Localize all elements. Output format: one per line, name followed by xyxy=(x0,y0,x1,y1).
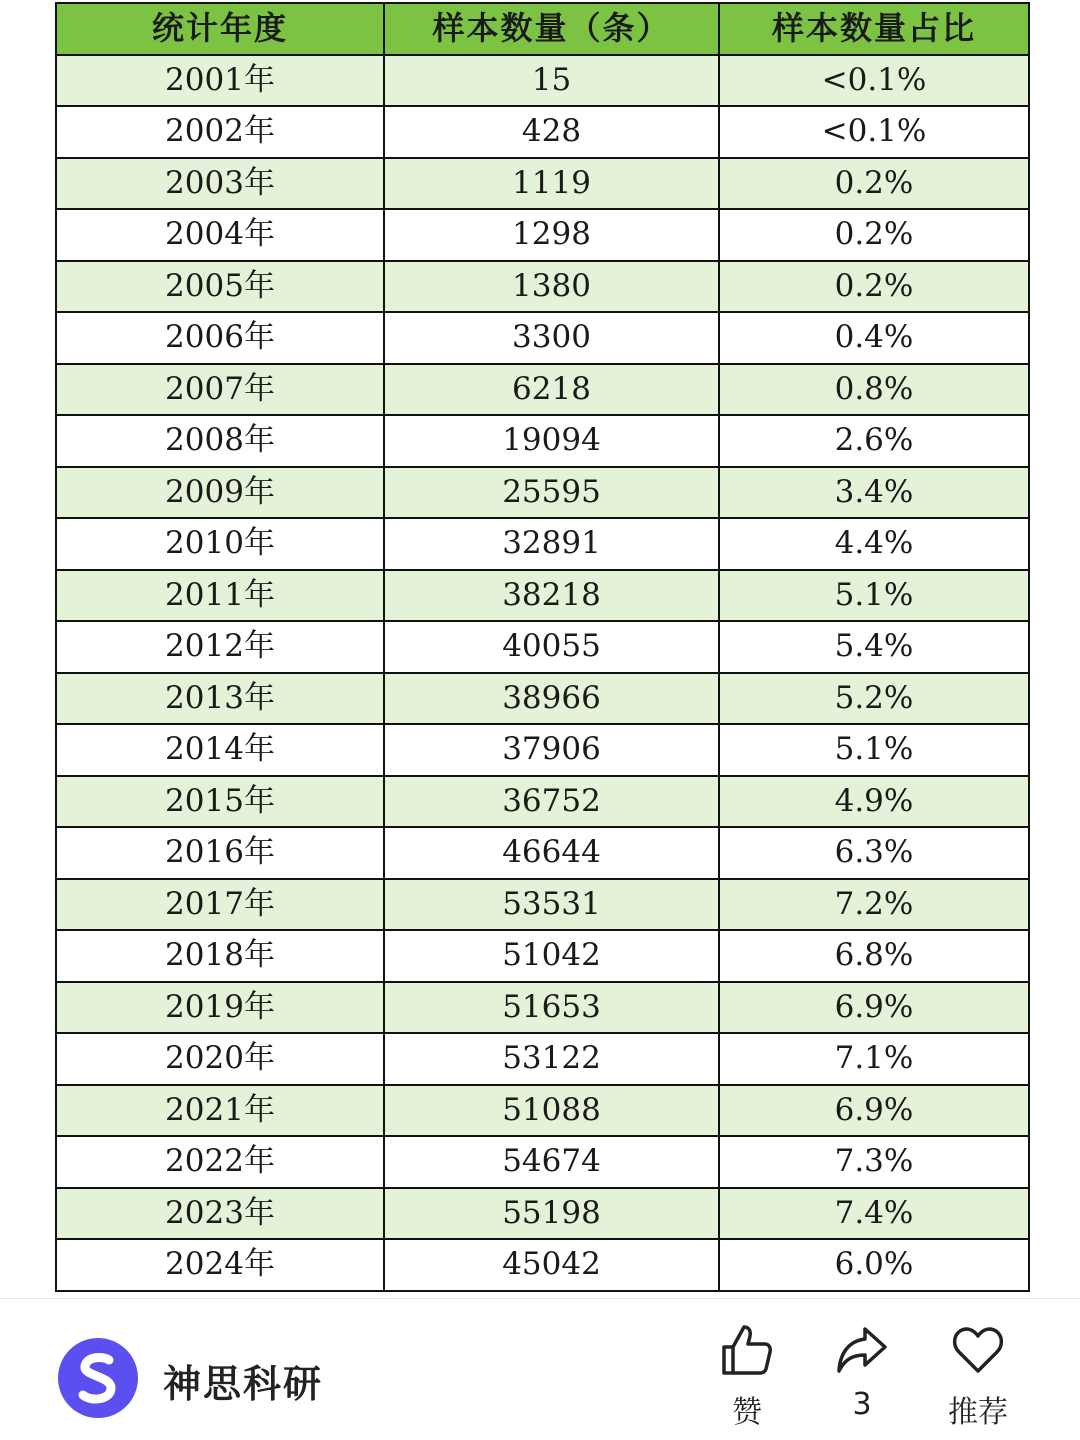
table-row xyxy=(56,1239,1029,1291)
table-row xyxy=(56,158,1029,210)
cell-year: 2005年 xyxy=(56,261,384,313)
cell-sample-share: 6.3% xyxy=(719,827,1029,879)
cell-sample-share: 4.4% xyxy=(719,518,1029,570)
table-row xyxy=(56,673,1029,725)
cell-sample-share: 2.6% xyxy=(719,415,1029,467)
data-table-container xyxy=(55,2,1028,1292)
cell-year: 2014年 xyxy=(56,724,384,776)
cell-sample-count: 45042 xyxy=(384,1239,719,1291)
cell-year: 2020年 xyxy=(56,1033,384,1085)
cell-sample-share: 0.8% xyxy=(719,364,1029,416)
cell-sample-count: 36752 xyxy=(384,776,719,828)
cell-sample-share: 3.4% xyxy=(719,467,1029,519)
cell-sample-count: 37906 xyxy=(384,724,719,776)
recommend-button[interactable] xyxy=(928,1323,1028,1431)
cell-year: 2017年 xyxy=(56,879,384,931)
table-row xyxy=(56,1033,1029,1085)
cell-sample-share: 7.1% xyxy=(719,1033,1029,1085)
cell-sample-count: 3300 xyxy=(384,312,719,364)
s-logo-icon xyxy=(73,1350,123,1406)
cell-sample-share: 4.9% xyxy=(719,776,1029,828)
cell-year: 2003年 xyxy=(56,158,384,210)
cell-year: 2016年 xyxy=(56,827,384,879)
author-name[interactable]: 神思科研 xyxy=(163,1362,324,1406)
cell-sample-count: 25595 xyxy=(384,467,719,519)
cell-year: 2004年 xyxy=(56,209,384,261)
table-row xyxy=(56,209,1029,261)
table-row xyxy=(56,261,1029,313)
cell-sample-count: 428 xyxy=(384,106,719,158)
cell-sample-share: 5.2% xyxy=(719,673,1029,725)
cell-year: 2006年 xyxy=(56,312,384,364)
cell-sample-share: 0.4% xyxy=(719,312,1029,364)
avatar[interactable] xyxy=(58,1338,138,1418)
cell-sample-count: 38218 xyxy=(384,570,719,622)
table-row xyxy=(56,106,1029,158)
table-row xyxy=(56,776,1029,828)
cell-sample-count: 54674 xyxy=(384,1136,719,1188)
cell-sample-share: 0.2% xyxy=(719,158,1029,210)
table-body xyxy=(56,55,1029,1291)
cell-year: 2011年 xyxy=(56,570,384,622)
cell-sample-count: 55198 xyxy=(384,1188,719,1240)
cell-year: 2012年 xyxy=(56,621,384,673)
post-footer-bar xyxy=(0,1298,1080,1440)
thumbs-up-icon xyxy=(720,1323,774,1377)
table-row xyxy=(56,415,1029,467)
table-row xyxy=(56,621,1029,673)
like-label: 赞 xyxy=(732,1395,762,1430)
cell-year: 2013年 xyxy=(56,673,384,725)
cell-sample-share: <0.1% xyxy=(719,55,1029,107)
table-row xyxy=(56,827,1029,879)
cell-sample-share: 6.0% xyxy=(719,1239,1029,1291)
table-row xyxy=(56,467,1029,519)
cell-sample-share: 0.2% xyxy=(719,261,1029,313)
cell-sample-share: 6.8% xyxy=(719,930,1029,982)
cell-sample-count: 40055 xyxy=(384,621,719,673)
cell-sample-count: 51042 xyxy=(384,930,719,982)
share-arrow-icon xyxy=(835,1323,889,1377)
cell-sample-share: 7.3% xyxy=(719,1136,1029,1188)
table-row xyxy=(56,1085,1029,1137)
table-row xyxy=(56,982,1029,1034)
cell-year: 2009年 xyxy=(56,467,384,519)
header-year: 统计年度 xyxy=(56,3,384,55)
cell-sample-count: 6218 xyxy=(384,364,719,416)
header-sample-count: 样本数量（条） xyxy=(384,3,719,55)
cell-sample-share: 7.2% xyxy=(719,879,1029,931)
cell-sample-share: 5.1% xyxy=(719,724,1029,776)
share-button[interactable] xyxy=(812,1323,912,1422)
cell-year: 2022年 xyxy=(56,1136,384,1188)
table-row xyxy=(56,724,1029,776)
sample-count-table xyxy=(55,2,1030,1292)
cell-sample-share: 6.9% xyxy=(719,982,1029,1034)
cell-year: 2021年 xyxy=(56,1085,384,1137)
cell-year: 2008年 xyxy=(56,415,384,467)
cell-year: 2001年 xyxy=(56,55,384,107)
cell-year: 2002年 xyxy=(56,106,384,158)
cell-year: 2015年 xyxy=(56,776,384,828)
table-row xyxy=(56,1136,1029,1188)
table-row xyxy=(56,879,1029,931)
cell-sample-share: <0.1% xyxy=(719,106,1029,158)
cell-sample-count: 51088 xyxy=(384,1085,719,1137)
cell-year: 2019年 xyxy=(56,982,384,1034)
cell-sample-count: 15 xyxy=(384,55,719,107)
table-header-row xyxy=(56,3,1029,55)
table-row xyxy=(56,570,1029,622)
cell-sample-count: 1380 xyxy=(384,261,719,313)
heart-icon xyxy=(951,1323,1005,1377)
cell-sample-count: 38966 xyxy=(384,673,719,725)
cell-sample-count: 51653 xyxy=(384,982,719,1034)
cell-year: 2023年 xyxy=(56,1188,384,1240)
cell-sample-count: 53531 xyxy=(384,879,719,931)
cell-sample-share: 6.9% xyxy=(719,1085,1029,1137)
cell-sample-count: 19094 xyxy=(384,415,719,467)
cell-year: 2018年 xyxy=(56,930,384,982)
cell-sample-count: 1298 xyxy=(384,209,719,261)
cell-year: 2010年 xyxy=(56,518,384,570)
cell-sample-count: 1119 xyxy=(384,158,719,210)
table-row xyxy=(56,364,1029,416)
table-row xyxy=(56,312,1029,364)
share-count: 3 xyxy=(852,1387,872,1422)
table-row xyxy=(56,1188,1029,1240)
cell-sample-count: 32891 xyxy=(384,518,719,570)
cell-sample-share: 5.1% xyxy=(719,570,1029,622)
cell-sample-share: 0.2% xyxy=(719,209,1029,261)
table-row xyxy=(56,930,1029,982)
recommend-label: 推荐 xyxy=(948,1395,1008,1430)
table-row xyxy=(56,55,1029,107)
cell-sample-count: 46644 xyxy=(384,827,719,879)
header-sample-share: 样本数量占比 xyxy=(719,3,1029,55)
cell-year: 2007年 xyxy=(56,364,384,416)
cell-year: 2024年 xyxy=(56,1239,384,1291)
cell-sample-count: 53122 xyxy=(384,1033,719,1085)
cell-sample-share: 7.4% xyxy=(719,1188,1029,1240)
cell-sample-share: 5.4% xyxy=(719,621,1029,673)
table-row xyxy=(56,518,1029,570)
like-button[interactable] xyxy=(697,1323,797,1431)
